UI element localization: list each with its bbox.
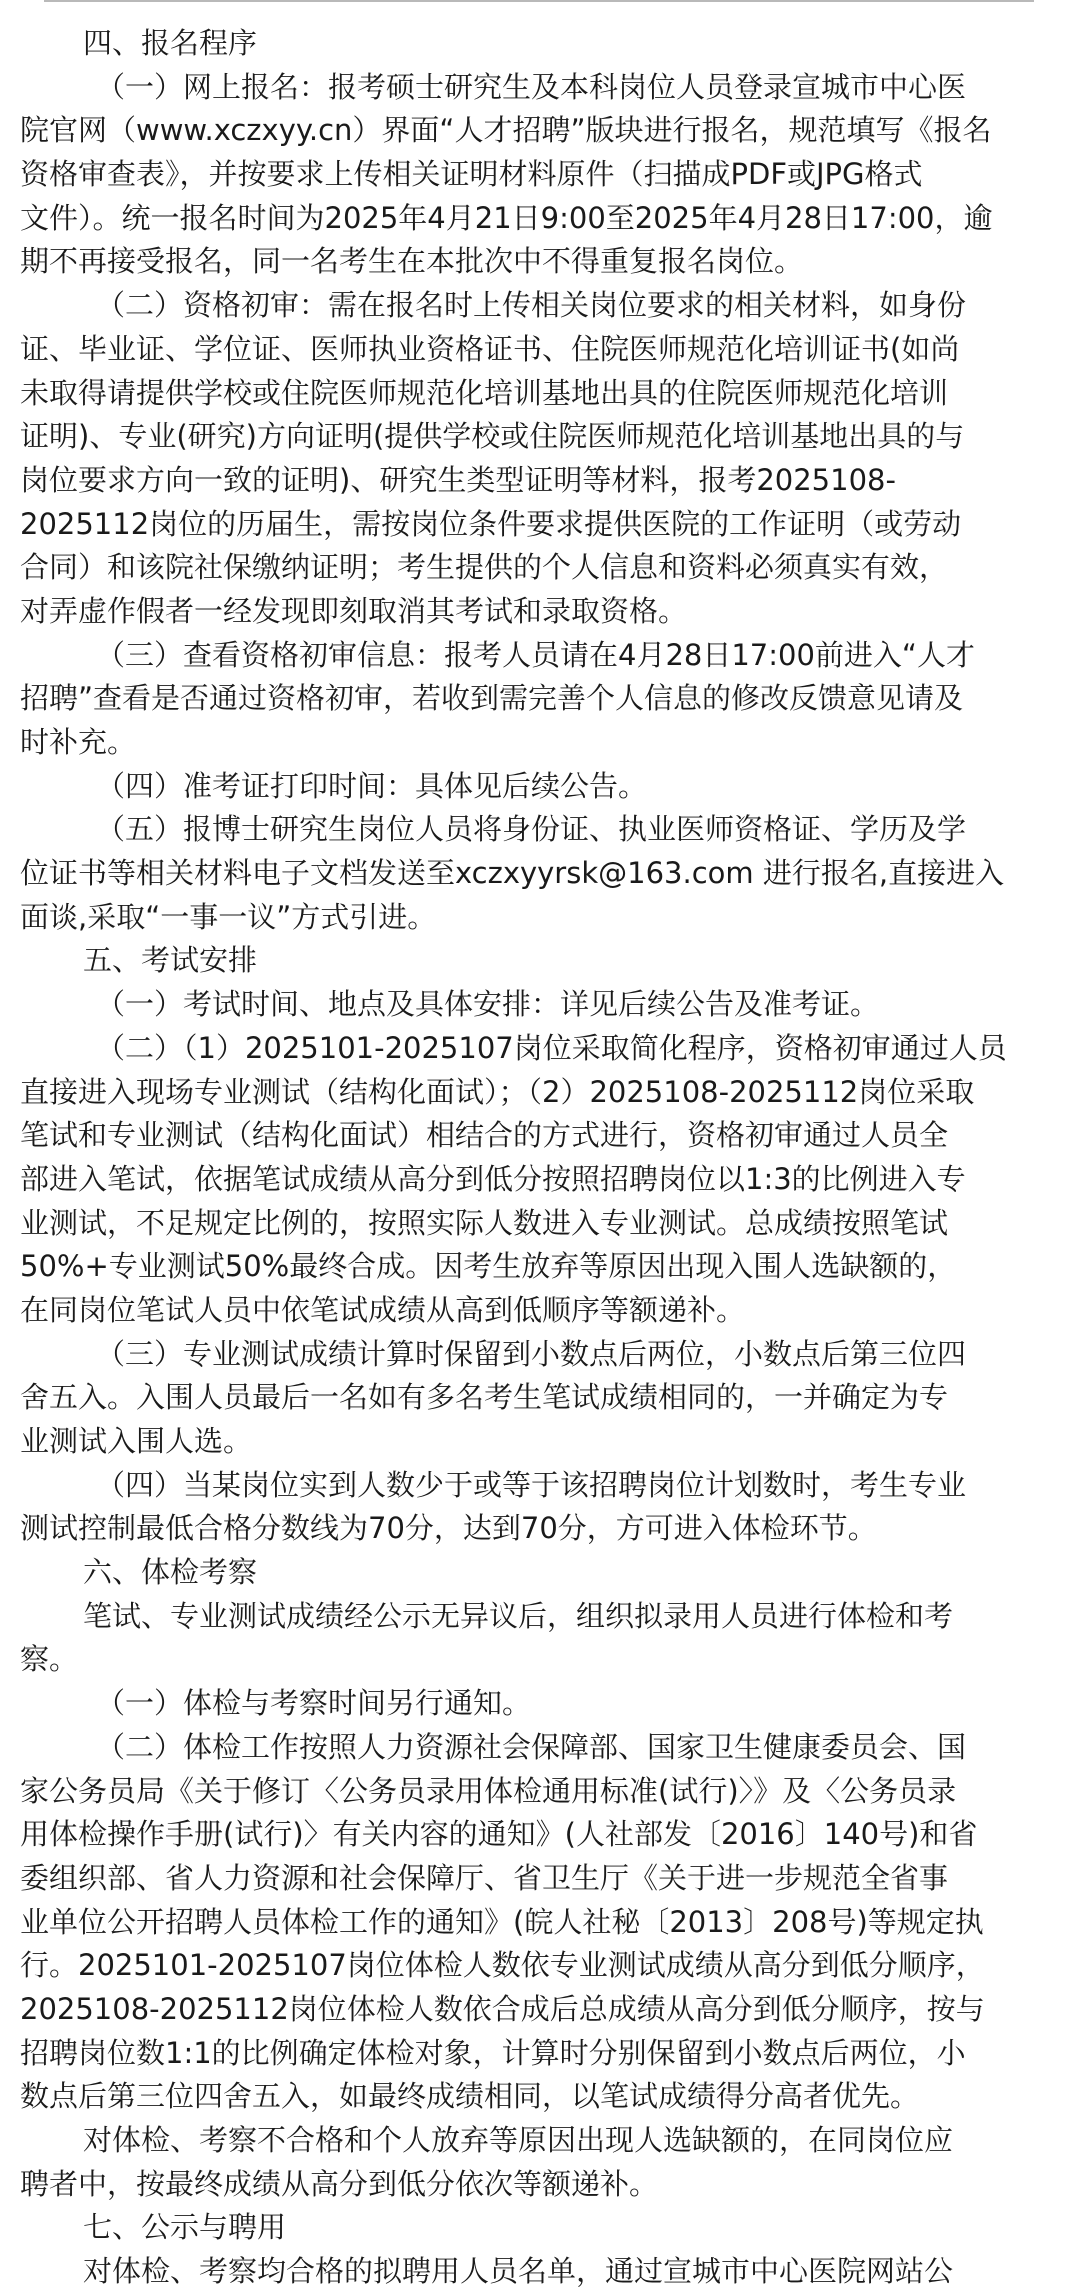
- text-line: 对弄虚作假者一经发现即刻取消其考试和录取资格。: [20, 593, 688, 628]
- text-line: （一）体检与考察时间另行通知。: [96, 1686, 532, 1721]
- text-line: 证明)、专业(研究)方向证明(提供学校或住院医师规范化培训基地出具的与: [20, 419, 965, 454]
- section-heading: 六、体检考察: [83, 1555, 258, 1590]
- text-line: 用体检操作手册(试行)〉有关内容的通知》(人社部发〔2016〕140号)和省: [20, 1817, 978, 1852]
- text-line: 面谈,采取“一事一议”方式引进。: [20, 899, 437, 934]
- text-line: 察。: [20, 1642, 79, 1677]
- section-heading: 七、公示与聘用: [83, 2210, 287, 2245]
- text-line: （一）考试时间、地点及具体安排：详见后续公告及准考证。: [96, 987, 880, 1022]
- text-line: （三）查看资格初审信息：报考人员请在4月28日17:00前进入“人才: [96, 637, 975, 672]
- text-line: 对体检、考察不合格和个人放弃等原因出现人选缺额的，在同岗位应: [83, 2123, 954, 2157]
- document-body: [20, 22, 1060, 2294]
- text-line: 家公务员局《关于修订〈公务员录用体检通用标准(试行)〉》及〈公务员录: [20, 1773, 957, 1808]
- text-line: 50%+专业测试50%最终合成。因考生放弃等原因出现入围人选缺额的，: [20, 1249, 957, 1284]
- text-line: （二）资格初审：需在报名时上传相关岗位要求的相关材料，如身份: [96, 288, 967, 323]
- text-line: 证、毕业证、学位证、医师执业资格证书、住院医师规范化培训证书(如尚: [20, 331, 960, 366]
- text-line: 业单位公开招聘人员体检工作的通知》(皖人社秘〔2013〕208号)等规定执: [20, 1904, 984, 1939]
- text-line: （四）准考证打印时间：具体见后续公告。: [96, 768, 648, 803]
- text-line: 笔试和专业测试（结构化面试）相结合的方式进行，资格初审通过人员全: [20, 1118, 949, 1153]
- text-line: 位证书等相关材料电子文档发送至xczxyyrsk@163.com 进行报名,直接进入: [20, 856, 1005, 891]
- text-line: 岗位要求方向一致的证明)、研究生类型证明等材料，报考2025108-: [20, 462, 896, 497]
- text-line: 文件）。统一报名时间为2025年4月21日9:00至2025年4月28日17:00，逾: [20, 200, 993, 235]
- text-line: 时补充。: [20, 725, 137, 759]
- text-line: 委组织部、省人力资源和社会保障厅、省卫生厅《关于进一步规范全省事: [20, 1860, 949, 1895]
- text-line: （二）（1）2025101-2025107岗位采取简化程序，资格初审通过人员: [96, 1030, 1007, 1065]
- text-line: 直接进入现场专业测试（结构化面试）；（2）2025108-2025112岗位采取: [20, 1074, 975, 1109]
- top-divider: [44, 0, 1034, 2]
- text-line: （三）专业测试成绩计算时保留到小数点后两位，小数点后第三位四: [96, 1336, 967, 1371]
- text-line: 未取得请提供学校或住院医师规范化培训基地出具的住院医师规范化培训: [20, 375, 949, 410]
- text-line: 在同岗位笔试人员中依笔试成绩从高到低顺序等额递补。: [20, 1292, 746, 1327]
- text-line: 院官网（www.xczxyy.cn）界面“人才招聘”版块进行报名，规范填写《报名: [20, 113, 992, 148]
- text-line: 2025108-2025112岗位体检人数依合成后总成绩从高分到低分顺序，按与: [20, 1991, 985, 2026]
- section-heading: 五、考试安排: [83, 943, 258, 978]
- text-line: （五）报博士研究生岗位人员将身份证、执业医师资格证、学历及学: [96, 812, 967, 847]
- text-line: 资格审查表》，并按要求上传相关证明材料原件（扫描成PDF或JPG格式: [20, 157, 923, 192]
- text-line: 行。2025101-2025107岗位体检人数依专业测试成绩从高分到低分顺序，: [20, 1948, 985, 1983]
- text-line: 招聘岗位数1:1的比例确定体检对象，计算时分别保留到小数点后两位，小: [20, 2035, 966, 2070]
- text-line: （一）网上报名：报考硕士研究生及本科岗位人员登录宣城市中心医: [96, 69, 967, 104]
- text-line: 合同）和该院社保缴纳证明；考生提供的个人信息和资料必须真实有效，: [20, 550, 949, 585]
- text-line: 数点后第三位四舍五入，如最终成绩相同，以笔试成绩得分高者优先。: [20, 2079, 920, 2114]
- section-heading: 四、报名程序: [83, 26, 258, 60]
- text-line: （四）当某岗位实到人数少于或等于该招聘岗位计划数时，考生专业: [96, 1467, 967, 1502]
- text-line: 招聘”查看是否通过资格初审，若收到需完善个人信息的修改反馈意见请及: [20, 681, 964, 716]
- text-line: 业测试，不足规定比例的，按照实际人数进入专业测试。总成绩按照笔试: [20, 1205, 949, 1240]
- text-line: 笔试、专业测试成绩经公示无异议后，组织拟录用人员进行体检和考: [83, 1598, 954, 1633]
- text-line: 对体检、考察均合格的拟聘用人员名单，通过宣城市中心医院网站公: [83, 2254, 954, 2289]
- text-line: 测试控制最低合格分数线为70分，达到70分，方可进入体检环节。: [20, 1511, 877, 1546]
- text-line: 业测试入围人选。: [20, 1424, 253, 1458]
- text-line: （二）体检工作按照人力资源社会保障部、国家卫生健康委员会、国: [96, 1729, 967, 1764]
- text-line: 舍五入。入围人员最后一名如有多名考生笔试成绩相同的，一并确定为专: [20, 1380, 949, 1415]
- text-line: 部进入笔试，依据笔试成绩从高分到低分按照招聘岗位以1:3的比例进入专: [20, 1161, 966, 1196]
- text-line: 期不再接受报名，同一名考生在本批次中不得重复报名岗位。: [20, 244, 804, 279]
- text-line: 聘者中，按最终成绩从高分到低分依次等额递补。: [20, 2166, 659, 2201]
- text-line: 2025112岗位的历届生，需按岗位条件要求提供医院的工作证明（或劳动: [20, 506, 962, 541]
